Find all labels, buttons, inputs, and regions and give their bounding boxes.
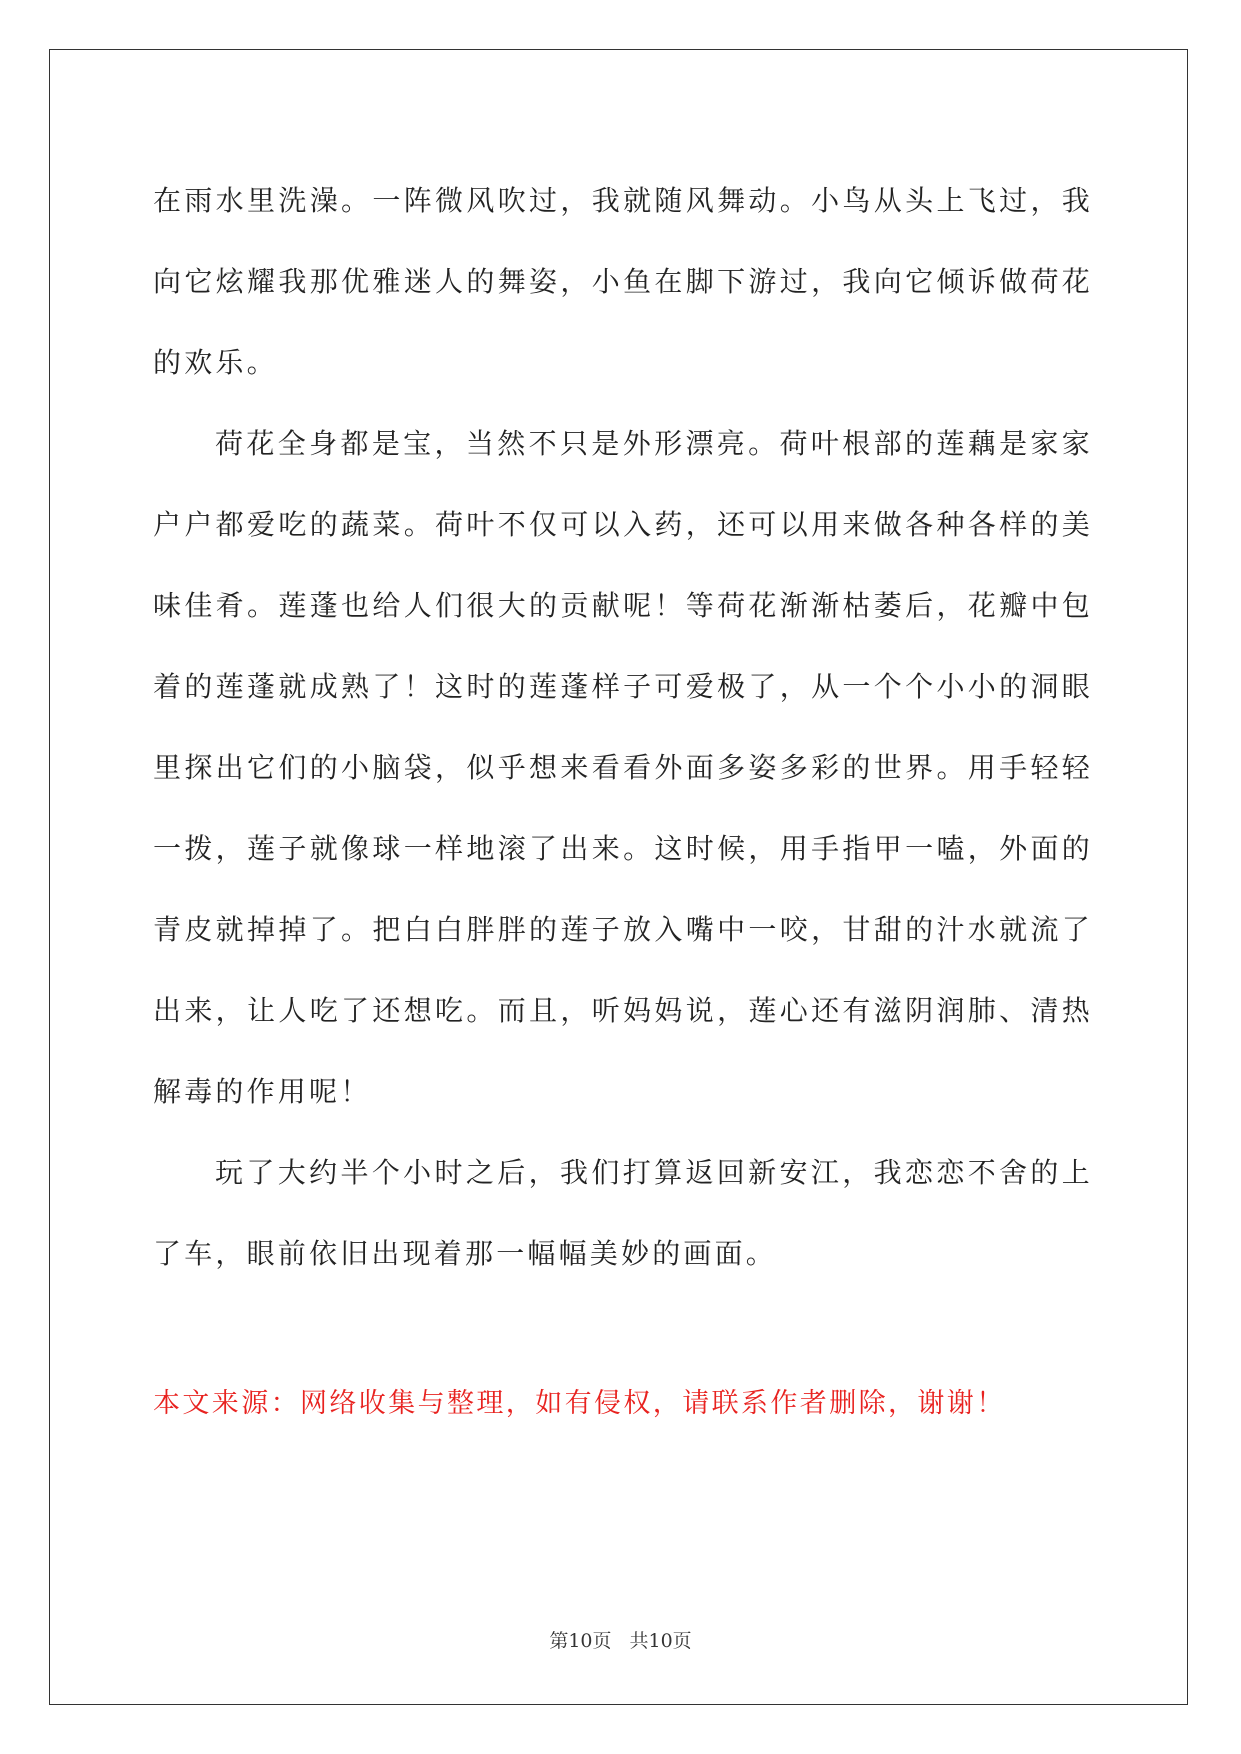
paragraph-1: 在雨水里洗澡。一阵微风吹过，我就随风舞动。小鸟从头上飞过，我向它炫耀我那优雅迷人的舞姿，小鱼在脚下游过，我向它倾诉做荷花的欢乐。 [153, 184, 1093, 379]
total-pages: 共10页 [629, 1630, 692, 1652]
page-footer [0, 1626, 1241, 1653]
page-number: 第10页 [549, 1630, 612, 1652]
document-body [153, 160, 1093, 1294]
paragraph-2: 荷花全身都是宝，当然不只是外形漂亮。荷叶根部的莲藕是家家户户都爱吃的蔬菜。荷叶不仅可以入药，还可以用来做各种各样的美味佳肴。莲蓬也给人们很大的贡献呢！等荷花渐渐枯萎后，花瓣中包着的莲蓬就成熟了！这时的莲蓬样子可爱极了，从一个个小小的洞眼里探出它们的小脑袋，似乎想来看看外面多姿多彩的世界。用手轻轻一拨，莲子就像球一样地滚了出来。这时候，用手指甲一嗑，外面的青皮就掉掉了。把白白胖胖的莲子放入嘴中一咬，甘甜的汁水就流了出来，让人吃了还想吃。而且，听妈妈说，莲心还有滋阴润肺、清热解毒的作用呢！ [153, 427, 1093, 1108]
source-note: 本文来源：网络收集与整理，如有侵权，请联系作者删除，谢谢！ [153, 1388, 1006, 1419]
paragraph-3: 玩了大约半个小时之后，我们打算返回新安江，我恋恋不舍的上了车，眼前依旧出现着那一幅幅美妙的画面。 [153, 1156, 1093, 1270]
